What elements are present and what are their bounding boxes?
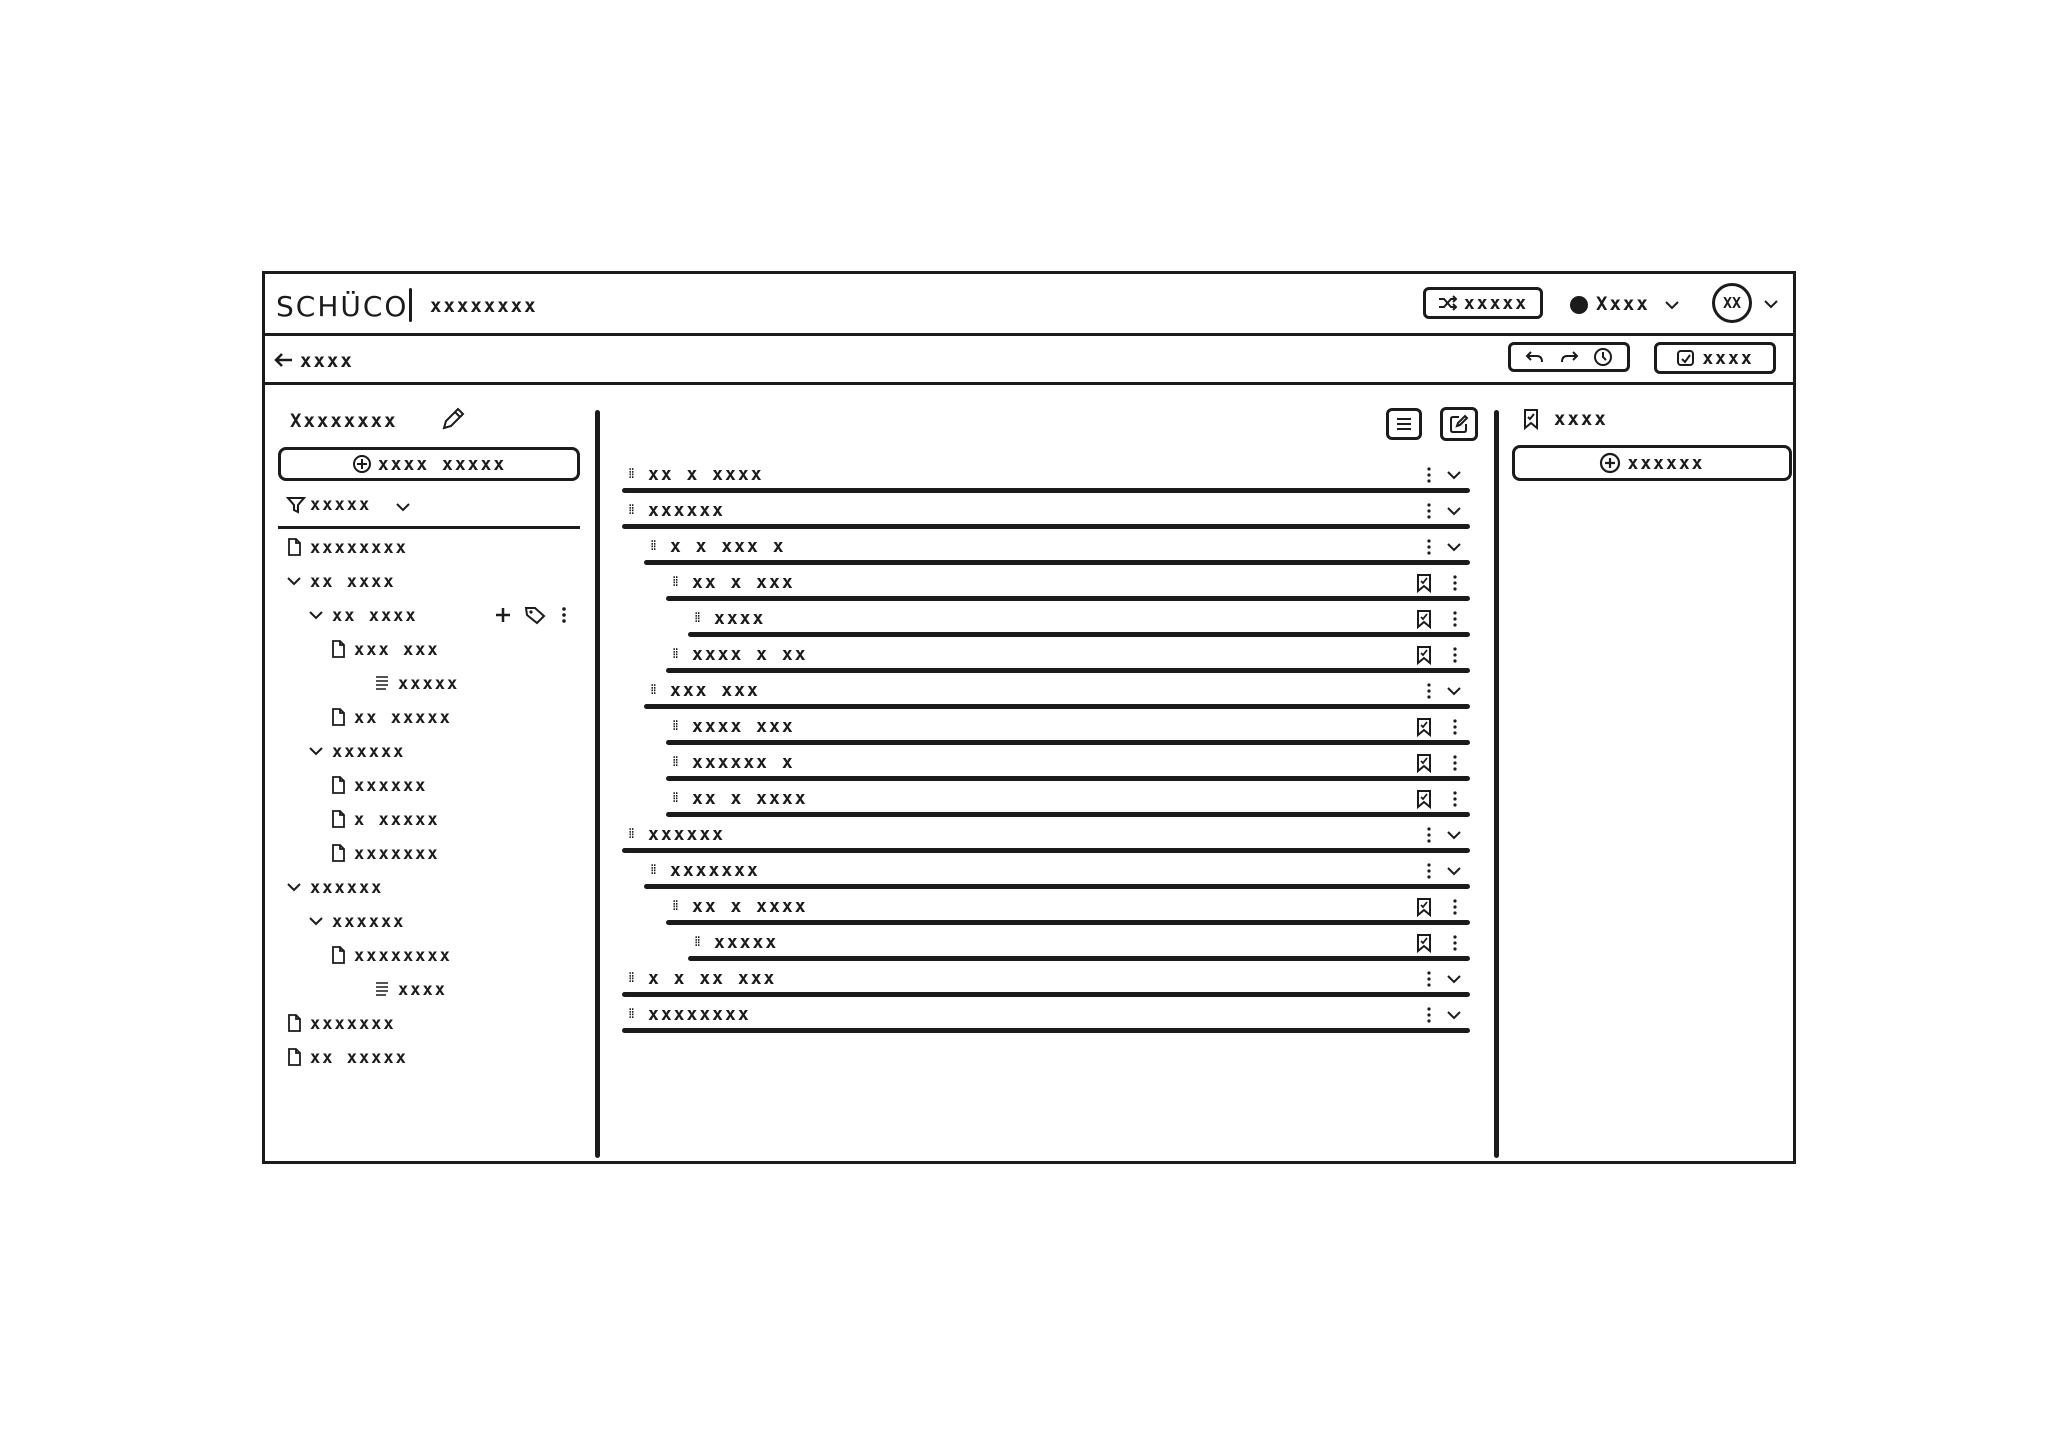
drag-handle-icon[interactable]: ⁞⁞ xyxy=(694,934,699,950)
document-icon xyxy=(286,538,302,556)
more-vertical-icon[interactable] xyxy=(1426,538,1432,556)
row-underline xyxy=(666,596,1470,601)
drag-handle-icon[interactable]: ⁞⁞ xyxy=(672,898,677,914)
tree-item[interactable] xyxy=(374,976,560,1004)
structure-row-label: xxxx x xx xyxy=(692,644,808,665)
more-vertical-icon[interactable] xyxy=(1426,826,1432,844)
drag-handle-icon[interactable]: ⁞⁞ xyxy=(672,718,677,734)
bookmark-check-icon[interactable] xyxy=(1416,897,1432,917)
logo-divider xyxy=(409,288,412,322)
plus-circle-icon xyxy=(352,454,372,474)
tree-item-label: xxxx xyxy=(398,980,447,1000)
drag-handle-icon[interactable]: ⁞⁞ xyxy=(672,574,677,590)
document-icon xyxy=(330,776,346,794)
tree-item[interactable] xyxy=(308,738,560,766)
more-vertical-icon[interactable] xyxy=(1452,718,1458,736)
tree-item-label: xx xxxx xyxy=(332,606,418,626)
row-underline xyxy=(622,992,1470,997)
filter-icon xyxy=(286,495,306,515)
structure-row-label: xx x xxxx xyxy=(692,788,808,809)
structure-row-label: xxxxx xyxy=(714,932,779,953)
chevron-down-icon[interactable] xyxy=(1446,505,1462,517)
document-icon xyxy=(286,1048,302,1066)
redo-icon[interactable] xyxy=(1559,348,1579,366)
more-vertical-icon[interactable] xyxy=(1426,862,1432,880)
chevron-down-icon[interactable] xyxy=(1446,685,1462,697)
row-underline xyxy=(666,668,1470,673)
structure-row-label: x x xx xxx xyxy=(648,968,777,989)
tree-item[interactable] xyxy=(286,568,560,596)
structure-row-label: xxx xxx xyxy=(670,680,760,701)
drag-handle-icon[interactable]: ⁞⁞ xyxy=(628,1006,633,1022)
structure-row[interactable] xyxy=(672,566,1462,602)
avatar-initials: XX xyxy=(1722,294,1742,312)
tree-item[interactable] xyxy=(308,602,560,630)
header-divider xyxy=(262,333,1796,336)
chevron-down-icon[interactable] xyxy=(286,572,302,590)
drag-handle-icon[interactable]: ⁞⁞ xyxy=(672,790,677,806)
switch-label: xxxxx xyxy=(1463,292,1529,314)
drag-handle-icon[interactable]: ⁞⁞ xyxy=(694,610,699,626)
structure-row-label: xxxxxx xyxy=(648,824,726,845)
tree-item[interactable] xyxy=(330,704,560,732)
row-underline xyxy=(644,884,1470,889)
structure-row[interactable] xyxy=(694,926,1462,962)
app-title: xxxxxxxx xyxy=(430,295,538,317)
tree-item-label: xxxxxxxx xyxy=(310,538,408,558)
shuffle-icon xyxy=(1438,295,1458,311)
save-label: xxxx xyxy=(1702,347,1754,369)
drag-handle-icon[interactable]: ⁞⁞ xyxy=(628,502,633,518)
chevron-down-icon xyxy=(1665,300,1679,310)
more-vertical-icon[interactable] xyxy=(1426,682,1432,700)
tree-item[interactable] xyxy=(330,636,560,664)
tree-item-label: xxxxxx xyxy=(354,776,428,796)
structure-row[interactable] xyxy=(672,890,1462,926)
drag-handle-icon[interactable]: ⁞⁞ xyxy=(650,538,655,554)
status-dot-icon xyxy=(1570,296,1588,314)
back-label: xxxx xyxy=(300,350,354,372)
tree-item-label: xxxxxx xyxy=(332,742,406,762)
drag-handle-icon[interactable]: ⁞⁞ xyxy=(672,754,677,770)
structure-row-label: xxxxxx xyxy=(648,500,726,521)
tree-item[interactable] xyxy=(330,806,560,834)
row-underline xyxy=(622,848,1470,853)
structure-row[interactable] xyxy=(650,674,1462,710)
row-underline xyxy=(622,488,1470,493)
more-vertical-icon[interactable] xyxy=(1452,574,1458,592)
structure-row[interactable] xyxy=(628,998,1462,1034)
document-icon xyxy=(286,1014,302,1032)
more-vertical-icon[interactable] xyxy=(1426,970,1432,988)
more-vertical-icon[interactable] xyxy=(1426,502,1432,520)
tree-item-label: x xxxxx xyxy=(354,810,440,830)
tree-item-label: xx xxxxx xyxy=(310,1048,408,1068)
schuco-logo: SCHÜCO xyxy=(276,290,409,323)
row-underline xyxy=(644,704,1470,709)
tree-item[interactable] xyxy=(286,874,560,902)
structure-row-label: xxxxxxxx xyxy=(648,1004,751,1025)
list-view-button[interactable] xyxy=(1386,408,1422,440)
bookmark-check-icon[interactable] xyxy=(1416,933,1432,953)
structure-row-label: xxxxxxx xyxy=(670,860,760,881)
document-icon xyxy=(330,844,346,862)
row-underline xyxy=(666,920,1470,925)
text-lines-icon xyxy=(374,674,390,692)
more-vertical-icon[interactable] xyxy=(1452,646,1458,664)
drag-handle-icon[interactable]: ⁞⁞ xyxy=(628,970,633,986)
tree-item-label: xxxxxxx xyxy=(310,1014,396,1034)
row-underline xyxy=(666,812,1470,817)
tag-icon[interactable] xyxy=(524,605,546,625)
structure-row[interactable] xyxy=(650,530,1462,566)
chevron-down-icon[interactable] xyxy=(1446,1009,1462,1021)
structure-row-label: x x xxx x xyxy=(670,536,786,557)
plus-circle-icon xyxy=(1599,452,1621,474)
structure-row[interactable] xyxy=(672,746,1462,782)
history-controls xyxy=(1508,342,1630,372)
right-panel-title: xxxx xyxy=(1554,408,1608,430)
chevron-down-icon[interactable] xyxy=(308,742,324,760)
bookmark-check-icon[interactable] xyxy=(1416,609,1432,629)
more-vertical-icon[interactable] xyxy=(1452,610,1458,628)
row-underline xyxy=(688,956,1470,961)
user-menu[interactable] xyxy=(1712,283,1782,325)
row-underline xyxy=(622,524,1470,529)
edit-view-button[interactable] xyxy=(1440,407,1478,441)
add-child-icon[interactable] xyxy=(495,607,511,623)
document-icon xyxy=(330,810,346,828)
chevron-down-icon xyxy=(396,502,410,512)
status-label: Xxxx xyxy=(1596,293,1650,315)
more-vertical-icon[interactable] xyxy=(1426,466,1432,484)
tree-item-label: xxxxxxxx xyxy=(354,946,452,966)
document-icon xyxy=(330,946,346,964)
chevron-down-icon[interactable] xyxy=(1446,541,1462,553)
structure-row-label: xxxxxx x xyxy=(692,752,795,773)
right-add-button[interactable] xyxy=(1512,445,1792,481)
bookmark-check-icon[interactable] xyxy=(1416,789,1432,809)
structure-row-label: xxxx xyxy=(714,608,766,629)
drag-handle-icon[interactable]: ⁞⁞ xyxy=(650,862,655,878)
chevron-down-icon[interactable] xyxy=(1446,865,1462,877)
bookmark-check-icon[interactable] xyxy=(1416,753,1432,773)
more-vertical-icon[interactable] xyxy=(1452,934,1458,952)
tree-item[interactable] xyxy=(374,670,560,698)
more-vertical-icon[interactable] xyxy=(1452,790,1458,808)
more-vertical-icon[interactable] xyxy=(1452,754,1458,772)
structure-row[interactable] xyxy=(672,710,1462,746)
structure-row[interactable] xyxy=(672,782,1462,818)
status-dropdown[interactable] xyxy=(1570,292,1682,316)
chevron-down-icon xyxy=(1764,299,1778,309)
row-underline xyxy=(622,1028,1470,1033)
tree-item-label: xxxxxxx xyxy=(354,844,440,864)
tree-item-label: xxxxxx xyxy=(310,878,384,898)
tree-item[interactable] xyxy=(308,908,560,936)
chevron-down-icon[interactable] xyxy=(1446,973,1462,985)
drag-handle-icon[interactable]: ⁞⁞ xyxy=(628,466,633,482)
switch-button[interactable] xyxy=(1423,287,1543,319)
undo-icon[interactable] xyxy=(1525,348,1545,366)
tree-item[interactable] xyxy=(286,534,560,562)
left-panel-title: Xxxxxxxx xyxy=(290,410,398,432)
filter-divider xyxy=(278,526,580,529)
avatar xyxy=(1712,283,1752,323)
list-lines-icon xyxy=(1395,417,1413,431)
edit-square-icon xyxy=(1449,414,1469,434)
add-item-label: xxxx xxxxx xyxy=(377,453,507,475)
tree-item[interactable] xyxy=(330,942,560,970)
bookmark-check-icon[interactable] xyxy=(1416,573,1432,593)
structure-row[interactable] xyxy=(628,818,1462,854)
structure-row-label: xx x xxxx xyxy=(648,464,764,485)
structure-row-label: xxxx xxx xyxy=(692,716,795,737)
document-icon xyxy=(330,640,346,658)
structure-row[interactable] xyxy=(628,494,1462,530)
back-link[interactable] xyxy=(274,348,364,374)
save-icon xyxy=(1676,349,1696,367)
history-clock-icon[interactable] xyxy=(1593,347,1613,367)
tree-item[interactable] xyxy=(286,1010,560,1038)
structure-row[interactable] xyxy=(672,638,1462,674)
document-icon xyxy=(330,708,346,726)
drag-handle-icon[interactable]: ⁞⁞ xyxy=(650,682,655,698)
row-underline xyxy=(644,560,1470,565)
tree-item-label: xxxxxx xyxy=(332,912,406,932)
text-lines-icon xyxy=(374,980,390,998)
row-underline xyxy=(688,632,1470,637)
filter-label: xxxxx xyxy=(310,495,372,515)
right-add-label: xxxxxx xyxy=(1627,452,1705,474)
tree-item[interactable] xyxy=(330,772,560,800)
tree-item[interactable] xyxy=(330,840,560,868)
row-underline xyxy=(666,740,1470,745)
chevron-down-icon[interactable] xyxy=(286,878,302,896)
chevron-down-icon[interactable] xyxy=(308,606,324,624)
structure-row-label: xx x xxx xyxy=(692,572,795,593)
toolbar-divider xyxy=(262,382,1796,385)
arrow-left-icon xyxy=(274,352,294,368)
chevron-down-icon[interactable] xyxy=(308,912,324,930)
structure-row[interactable] xyxy=(628,458,1462,494)
chevron-down-icon[interactable] xyxy=(1446,829,1462,841)
left-panel-divider xyxy=(595,410,600,1158)
drag-handle-icon[interactable]: ⁞⁞ xyxy=(628,826,633,842)
structure-row[interactable] xyxy=(628,962,1462,998)
add-item-button[interactable] xyxy=(278,447,580,481)
tree-item-label: xx xxxx xyxy=(310,572,396,592)
row-underline xyxy=(666,776,1470,781)
bookmark-check-icon[interactable] xyxy=(1416,645,1432,665)
save-button[interactable] xyxy=(1654,342,1776,374)
tree-item-label: xxxxx xyxy=(398,674,460,694)
tree-item[interactable] xyxy=(286,1044,560,1072)
structure-row-label: xx x xxxx xyxy=(692,896,808,917)
structure-row[interactable] xyxy=(650,854,1462,890)
pencil-icon[interactable] xyxy=(440,406,466,432)
bookmark-check-icon xyxy=(1522,408,1540,430)
filter-dropdown[interactable] xyxy=(286,492,416,518)
tree-item-label: xxx xxx xyxy=(354,640,440,660)
bookmark-check-icon[interactable] xyxy=(1416,717,1432,737)
structure-row[interactable] xyxy=(694,602,1462,638)
more-vertical-icon[interactable] xyxy=(1452,898,1458,916)
drag-handle-icon[interactable]: ⁞⁞ xyxy=(672,646,677,662)
chevron-down-icon[interactable] xyxy=(1446,469,1462,481)
more-vertical-icon[interactable] xyxy=(561,606,567,624)
tree-item-label: xx xxxxx xyxy=(354,708,452,728)
right-panel-divider xyxy=(1494,410,1499,1158)
more-vertical-icon[interactable] xyxy=(1426,1006,1432,1024)
